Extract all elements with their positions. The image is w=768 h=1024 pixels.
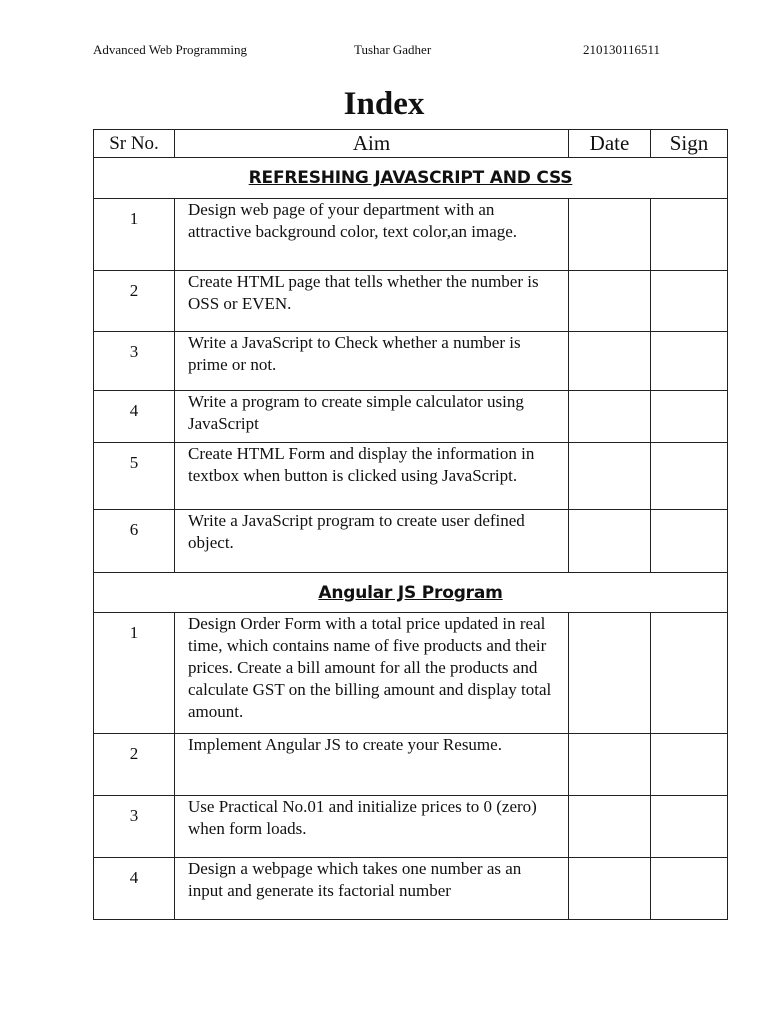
table-row bbox=[94, 858, 728, 920]
row-sign bbox=[651, 332, 728, 391]
header-enrollment-id: 210130116511 bbox=[583, 42, 661, 57]
row-date bbox=[569, 332, 651, 391]
table-row bbox=[94, 199, 728, 271]
row-sr: 1 bbox=[94, 199, 175, 271]
section-heading-row bbox=[94, 573, 728, 613]
row-sign bbox=[651, 391, 728, 443]
index-table bbox=[93, 129, 728, 920]
row-date bbox=[569, 858, 651, 920]
table-header-row bbox=[94, 130, 728, 158]
row-date bbox=[569, 734, 651, 796]
row-sr: 5 bbox=[94, 443, 175, 510]
row-date bbox=[569, 796, 651, 858]
row-sr: 4 bbox=[94, 858, 175, 920]
row-aim: Design a webpage which takes one number as an input and generate its factorial number bbox=[175, 858, 569, 920]
row-aim: Write a JavaScript program to create user defined object. bbox=[175, 510, 569, 573]
table-row bbox=[94, 613, 728, 734]
table-row bbox=[94, 796, 728, 858]
page-title: Index bbox=[343, 86, 425, 122]
row-aim: Write a JavaScript to Check whether a number is prime or not. bbox=[175, 332, 569, 391]
section-heading: REFRESHING JAVASCRIPT AND CSS bbox=[248, 168, 573, 188]
table-row bbox=[94, 510, 728, 573]
row-aim: Write a program to create simple calculator using JavaScript bbox=[175, 391, 569, 443]
row-aim: Use Practical No.01 and initialize prices to 0 (zero) when form loads. bbox=[175, 796, 569, 858]
row-date bbox=[569, 510, 651, 573]
row-sr: 3 bbox=[94, 332, 175, 391]
row-date bbox=[569, 199, 651, 271]
column-header-date: Date bbox=[569, 130, 651, 158]
header-course: Advanced Web Programming bbox=[93, 42, 247, 57]
row-sr: 2 bbox=[94, 734, 175, 796]
row-sign bbox=[651, 734, 728, 796]
row-sign bbox=[651, 796, 728, 858]
row-sr: 4 bbox=[94, 391, 175, 443]
table-row bbox=[94, 332, 728, 391]
row-aim: Design Order Form with a total price updated in real time, which contains name of five products and their prices. Create a bill amount for all the products and calculate GST on the billing amount and display total amount. bbox=[175, 613, 569, 734]
row-sign bbox=[651, 858, 728, 920]
column-header-sign: Sign bbox=[651, 130, 728, 158]
row-aim: Design web page of your department with an attractive background color, text color,an image. bbox=[175, 199, 569, 271]
row-sign bbox=[651, 271, 728, 332]
row-date bbox=[569, 271, 651, 332]
row-sign bbox=[651, 613, 728, 734]
row-date bbox=[569, 613, 651, 734]
section-heading-row bbox=[94, 158, 728, 199]
row-sign bbox=[651, 199, 728, 271]
table-row bbox=[94, 734, 728, 796]
table-row bbox=[94, 443, 728, 510]
column-header-aim: Aim bbox=[175, 130, 569, 158]
row-sr: 2 bbox=[94, 271, 175, 332]
column-header-sr: Sr No. bbox=[94, 130, 175, 158]
table-row bbox=[94, 271, 728, 332]
row-sr: 1 bbox=[94, 613, 175, 734]
row-aim: Create HTML Form and display the information in textbox when button is clicked using JavaScript. bbox=[175, 443, 569, 510]
row-date bbox=[569, 443, 651, 510]
row-sign bbox=[651, 443, 728, 510]
row-aim: Create HTML page that tells whether the number is OSS or EVEN. bbox=[175, 271, 569, 332]
row-sr: 6 bbox=[94, 510, 175, 573]
row-sign bbox=[651, 510, 728, 573]
header-student-name: Tushar Gadher bbox=[354, 42, 432, 57]
row-aim: Implement Angular JS to create your Resume. bbox=[175, 734, 569, 796]
row-sr: 3 bbox=[94, 796, 175, 858]
row-date bbox=[569, 391, 651, 443]
section-heading: Angular JS Program bbox=[318, 582, 503, 603]
table-row bbox=[94, 391, 728, 443]
